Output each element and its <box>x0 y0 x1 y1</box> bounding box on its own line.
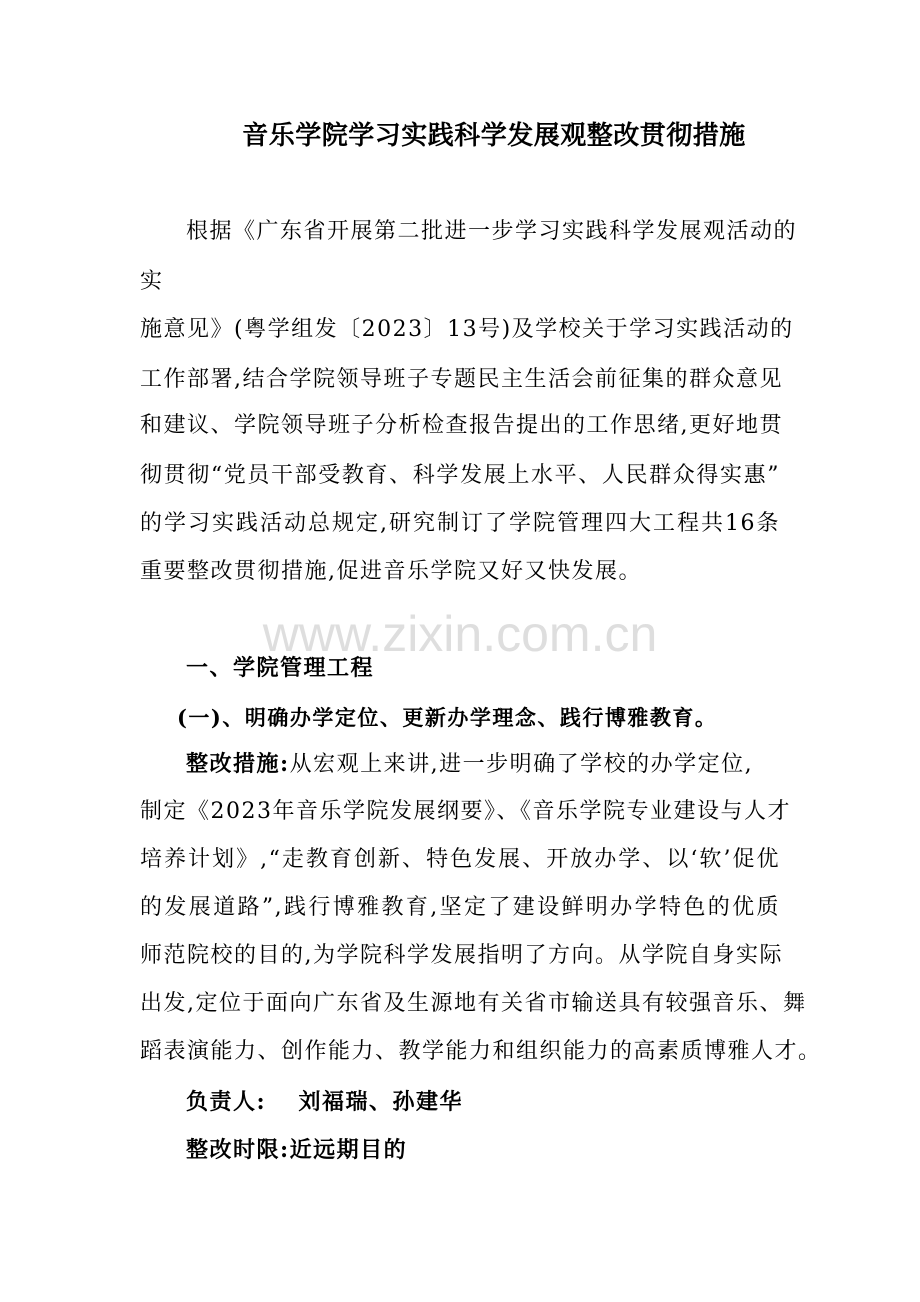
responsible-label: 负责人: <box>186 1089 267 1115</box>
deadline-row <box>186 1130 407 1170</box>
intro-line-5: 和建议、学院领导班子分析检查报告提出的工作思绪,更好地贯 <box>140 413 783 438</box>
measures-first-text: 从宏观上来讲,进一步明确了学校的办学定位, <box>289 752 754 777</box>
intro-line-3: 施意见》(粤学组发〔2023〕13号)及学校关于学习实践活动的 <box>140 317 794 342</box>
watermark: www.zixin.com.cn <box>262 606 658 662</box>
measures-first-line <box>186 744 753 785</box>
deadline-value: 近远期目的 <box>289 1137 408 1163</box>
intro-line-4: 工作部署,结合学院领导班子专题民主生活会前征集的群众意见 <box>140 367 783 392</box>
responsible-row <box>186 1082 463 1122</box>
intro-line-2: 实 <box>140 269 164 294</box>
measures-label: 整改措施: <box>186 751 290 777</box>
intro-line-6: 彻贯彻“党员干部受教育、科学发展上水平、人民群众得实惠” <box>140 463 780 488</box>
measures-line-6: 出发,定位于面向广东省及生源地有关省市输送具有较强音乐、舞 <box>140 991 807 1016</box>
section-heading: 一、学院管理工程 <box>186 655 375 681</box>
measures-line-2: 制定《2023年音乐学院发展纲要》、《音乐学院专业建设与人才 <box>140 799 791 824</box>
responsible-value: 刘福瑞、孙建华 <box>298 1089 463 1115</box>
document-title: 音乐学院学习实践科学发展观整改贯彻措施 <box>242 121 746 151</box>
deadline-label: 整改时限: <box>186 1137 290 1163</box>
measures-line-4: 的发展道路”,践行博雅教育,坚定了建设鲜明办学特色的优质 <box>140 895 780 920</box>
measures-line-3: 培养计划》,“走教育创新、特色发展、开放办学、以‘软’促优 <box>140 847 780 872</box>
intro-line-7: 的学习实践活动总规定,研究制订了学院管理四大工程共16条 <box>140 511 780 536</box>
subsection-heading: (一)、明确办学定位、更新办学理念、践行博雅教育。 <box>177 705 718 730</box>
measures-line-5: 师范院校的目的,为学院科学发展指明了方向。从学院自身实际 <box>140 943 783 968</box>
intro-line-8: 重要整改贯彻措施,促进音乐学院又好又快发展。 <box>140 559 642 584</box>
measures-line-7: 蹈表演能力、创作能力、教学能力和组织能力的高素质博雅人才。 <box>140 1039 822 1064</box>
intro-line-1: 根据《广东省开展第二批进一步学习实践科学发展观活动的 <box>186 219 798 244</box>
